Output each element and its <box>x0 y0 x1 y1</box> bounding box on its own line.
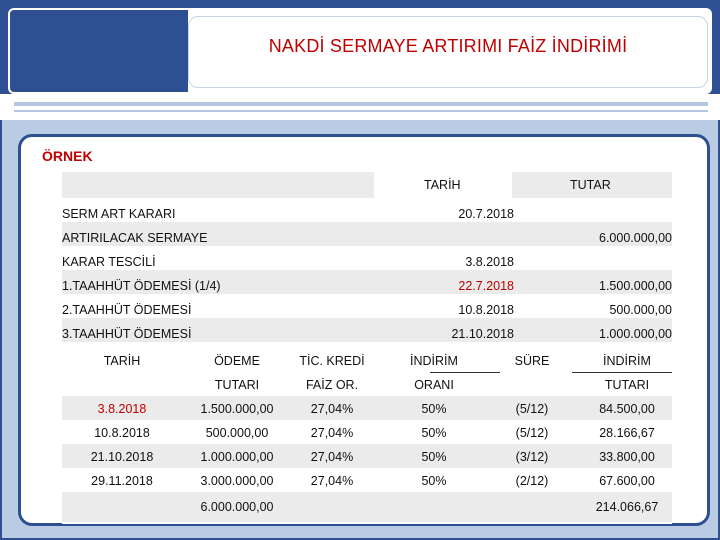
detail-total-shade <box>62 492 672 522</box>
detail-cell-discount-rate: 50% <box>421 426 447 440</box>
example-table <box>62 172 672 524</box>
detail-header: TİC. KREDİ <box>299 354 365 368</box>
summary-header-date: TARİH <box>424 178 461 192</box>
summary-row-label: 2.TAAHHÜT ÖDEMESİ <box>62 303 192 317</box>
detail-cell-date: 21.10.2018 <box>90 450 154 464</box>
summary-row-date: 21.10.2018 <box>451 327 514 341</box>
detail-cell-period: (5/12) <box>515 426 549 440</box>
summary-row-date: 3.8.2018 <box>465 255 514 269</box>
summary-row-label: SERM ART KARARI <box>62 207 176 221</box>
detail-cell-discount-rate: 50% <box>421 474 447 488</box>
detail-cell-discount: 28.166,67 <box>599 426 655 440</box>
header-underline <box>572 372 672 373</box>
summary-row-date: 20.7.2018 <box>458 207 514 221</box>
detail-header: ÖDEME <box>214 354 260 368</box>
detail-header: TARİH <box>103 354 141 368</box>
summary-row-label: 3.TAAHHÜT ÖDEMESİ <box>62 327 192 341</box>
summary-row-amount: 500.000,00 <box>609 303 672 317</box>
detail-header: SÜRE <box>514 354 550 368</box>
detail-cell-period: (2/12) <box>515 474 549 488</box>
detail-header: İNDİRİM <box>410 354 458 368</box>
detail-total-payment: 6.000.000,00 <box>200 500 274 514</box>
detail-header: ORANI <box>414 378 454 392</box>
title-banner-accent <box>10 10 188 92</box>
header-underline <box>430 372 500 373</box>
detail-cell-payment: 1.500.000,00 <box>200 402 274 416</box>
detail-cell-period: (3/12) <box>515 450 549 464</box>
detail-cell-period: (5/12) <box>515 402 549 416</box>
detail-cell-payment: 3.000.000,00 <box>200 474 274 488</box>
detail-cell-rate: 27,04% <box>310 450 354 464</box>
detail-header: İNDİRİM <box>603 354 651 368</box>
detail-cell-payment: 500.000,00 <box>205 426 269 440</box>
summary-row-date: 22.7.2018 <box>458 279 514 293</box>
detail-cell-discount: 84.500,00 <box>599 402 655 416</box>
detail-cell-rate: 27,04% <box>310 426 354 440</box>
detail-header: FAİZ OR. <box>305 378 359 392</box>
separator-strip <box>0 94 720 120</box>
example-heading: ÖRNEK <box>42 148 93 164</box>
detail-cell-date: 3.8.2018 <box>97 402 147 416</box>
detail-cell-discount: 67.600,00 <box>599 474 655 488</box>
separator-line <box>14 102 708 106</box>
detail-cell-rate: 27,04% <box>310 402 354 416</box>
summary-row-amount: 1.000.000,00 <box>599 327 672 341</box>
summary-row-label: 1.TAAHHÜT ÖDEMESİ (1/4) <box>62 279 221 293</box>
detail-cell-discount-rate: 50% <box>421 450 447 464</box>
detail-header: TUTARI <box>214 378 260 392</box>
summary-header-shade <box>62 172 374 198</box>
summary-header-amount: TUTAR <box>570 178 611 192</box>
detail-header: TUTARI <box>604 378 650 392</box>
summary-row-label: ARTIRILACAK SERMAYE <box>62 231 208 245</box>
detail-cell-discount-rate: 50% <box>421 402 447 416</box>
detail-cell-discount: 33.800,00 <box>599 450 655 464</box>
summary-row-amount: 1.500.000,00 <box>599 279 672 293</box>
detail-cell-payment: 1.000.000,00 <box>200 450 274 464</box>
detail-cell-rate: 27,04% <box>310 474 354 488</box>
detail-cell-date: 29.11.2018 <box>91 474 153 488</box>
separator-line <box>14 110 708 112</box>
summary-row-label: KARAR TESCİLİ <box>62 255 156 269</box>
slide-title: NAKDİ SERMAYE ARTIRIMI FAİZ İNDİRİMİ <box>268 36 628 56</box>
summary-row-date: 10.8.2018 <box>458 303 514 317</box>
detail-cell-date: 10.8.2018 <box>94 426 150 440</box>
summary-row-amount: 6.000.000,00 <box>599 231 672 245</box>
detail-total-discount: 214.066,67 <box>595 500 659 514</box>
